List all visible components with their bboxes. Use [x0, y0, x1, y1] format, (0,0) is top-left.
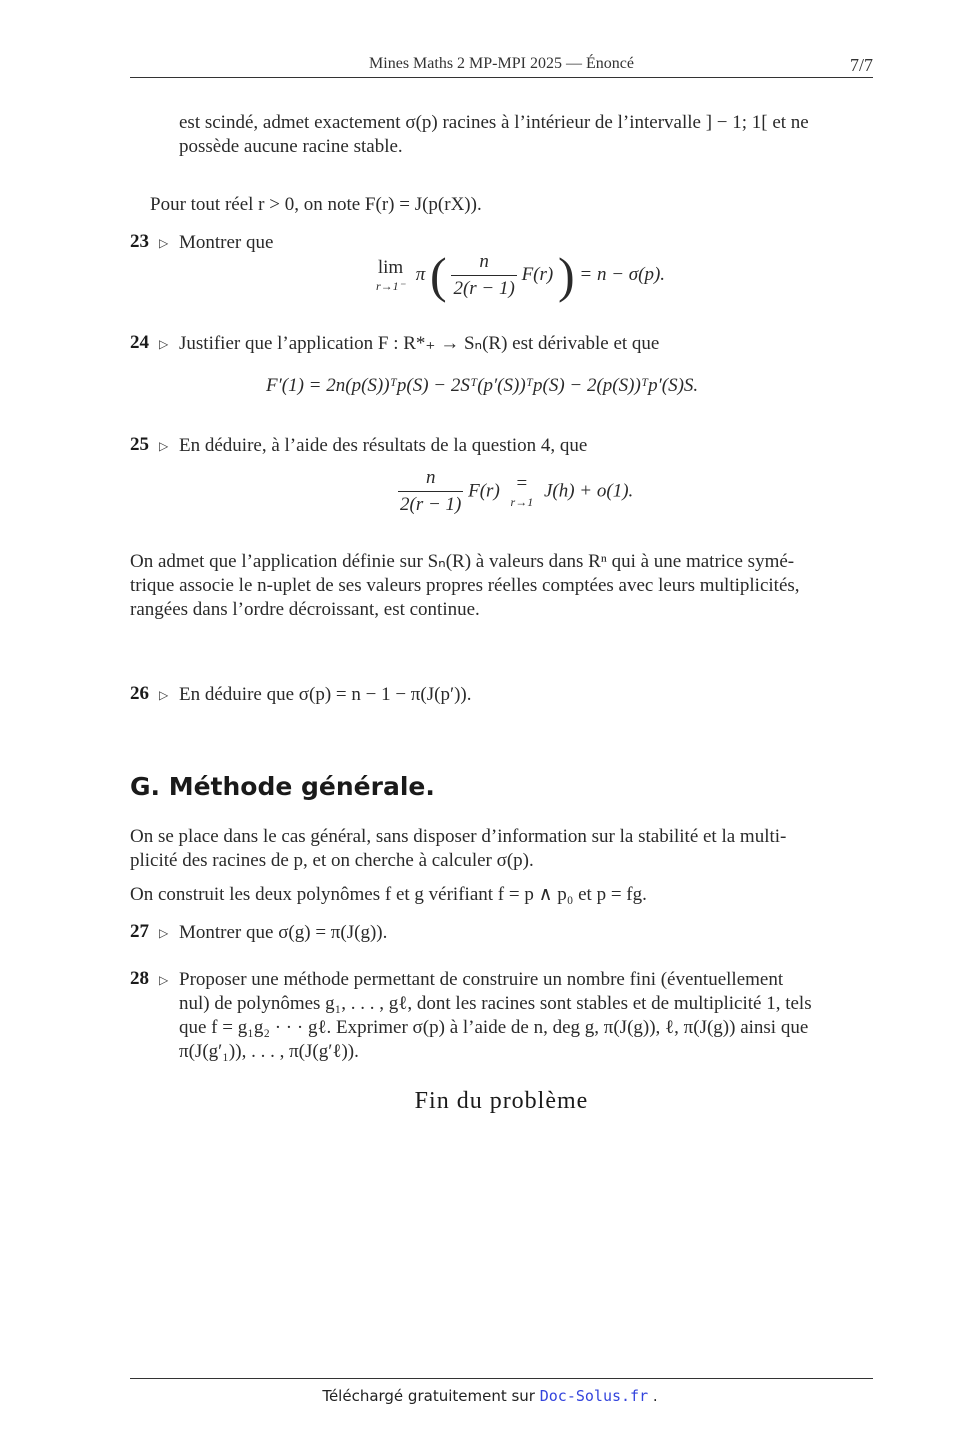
question-number-23: 23 — [130, 231, 149, 252]
general-line-1: On se place dans le cas général, sans disposer d’information sur la stabilité et la multi- — [130, 826, 787, 847]
footer-rule — [130, 1378, 873, 1379]
section-heading: G. Méthode générale. — [130, 772, 435, 801]
footer-dot: . — [648, 1387, 658, 1405]
equation-25-rhs: J(h) + o(1). — [543, 480, 634, 502]
question-28-line-4: π(J(g′₁)), . . . , π(J(g′ℓ)). — [179, 1041, 359, 1062]
question-28-line-1: Proposer une méthode permettant de construire un nombre fini (éventuellement — [179, 969, 784, 990]
question-23-text: Montrer que — [179, 232, 274, 253]
equation-23-rhs: = n − σ(p). — [579, 264, 666, 285]
equation-23 — [376, 247, 666, 306]
end-of-problem: Fin du problème — [414, 1088, 589, 1114]
intro-line-1: est scindé, admet exactement σ(p) racines à l’intérieur de l’intervalle ] − 1; 1[ et ne — [179, 112, 809, 133]
general-line-2: plicité des racines de p, et on cherche à calculer σ(p). — [130, 850, 534, 871]
question-24-text: Justifier que l’application F : R*₊ → Sₙ(R) est dérivable et que — [179, 333, 660, 354]
admet-line-3: rangées dans l’ordre décroissant, est continue. — [130, 599, 480, 620]
triangle-icon: ▷ — [159, 337, 169, 351]
triangle-icon: ▷ — [159, 926, 169, 940]
general-line-3: On construit les deux polynômes f et g vérifiant f = p ∧ p₀ et p = fg. — [130, 884, 647, 905]
page-header — [130, 55, 873, 77]
triangle-icon: ▷ — [159, 973, 169, 987]
fraction: $\frac{n}{2(r - 1)}$ — [400, 467, 462, 515]
triangle-icon: ▷ — [159, 236, 169, 250]
F-of-r: F(r) — [521, 264, 554, 285]
page-footer — [0, 1387, 980, 1405]
question-number-25: 25 — [130, 434, 149, 455]
question-number-26: 26 — [130, 683, 149, 704]
admet-line-1: On admet que l’application définie sur Sₙ(R) à valeurs dans Rⁿ qui à une matrice symé- — [130, 551, 795, 572]
question-25-text: En déduire, à l’aide des résultats de la question 4, que — [179, 435, 588, 456]
question-26-text: En déduire que σ(p) = n − 1 − π(J(p′)). — [179, 684, 472, 705]
fraction: $\frac{n}{2(r - 1)}$ — [453, 250, 515, 299]
triangle-icon: ▷ — [159, 439, 169, 453]
footer-link[interactable]: Doc-Solus.fr — [539, 1387, 649, 1405]
F-of-r: F(r) — [468, 480, 500, 502]
triangle-icon: ▷ — [159, 688, 169, 702]
header-rule — [130, 77, 873, 78]
limit-operator: lim r→1⁻ — [376, 256, 406, 293]
equation-25 — [398, 467, 633, 516]
header-title: Mines Maths 2 MP-MPI 2025 — Énoncé — [369, 55, 634, 72]
question-27-text: Montrer que σ(g) = π(J(g)). — [179, 922, 388, 943]
footer-text: Téléchargé gratuitement sur — [322, 1387, 540, 1405]
pi-symbol: π — [415, 264, 426, 285]
question-number-28: 28 — [130, 968, 149, 989]
definition-F: Pour tout réel r > 0, on note F(r) = J(p(rX)). — [150, 194, 482, 215]
intro-line-2: possède aucune racine stable. — [179, 136, 403, 157]
question-28-line-2: nul) de polynômes g₁, . . . , gℓ, dont les racines sont stables et de multiplicité 1, tels — [179, 993, 812, 1014]
admet-line-2: trique associe le n-uplet de ses valeurs propres réelles comptées avec leurs multiplicités, — [130, 575, 800, 596]
question-number-24: 24 — [130, 332, 149, 353]
asymptotic-equal: = r→1 — [510, 473, 534, 509]
page-number: 7/7 — [849, 55, 873, 75]
right-paren: ) — [557, 247, 575, 303]
equation-24: F′(1) = 2n(p(S))ᵀp(S) − 2Sᵀ(p′(S))ᵀp(S) − 2(p(S))ᵀp′(S)S. — [266, 375, 699, 396]
question-number-27: 27 — [130, 921, 149, 942]
question-28-line-3: que f = g₁g₂ · · · gℓ. Exprimer σ(p) à l’aide de n, deg g, π(J(g)), ℓ, π(J(g)) ainsi que — [179, 1017, 809, 1038]
left-paren: ( — [430, 247, 447, 303]
